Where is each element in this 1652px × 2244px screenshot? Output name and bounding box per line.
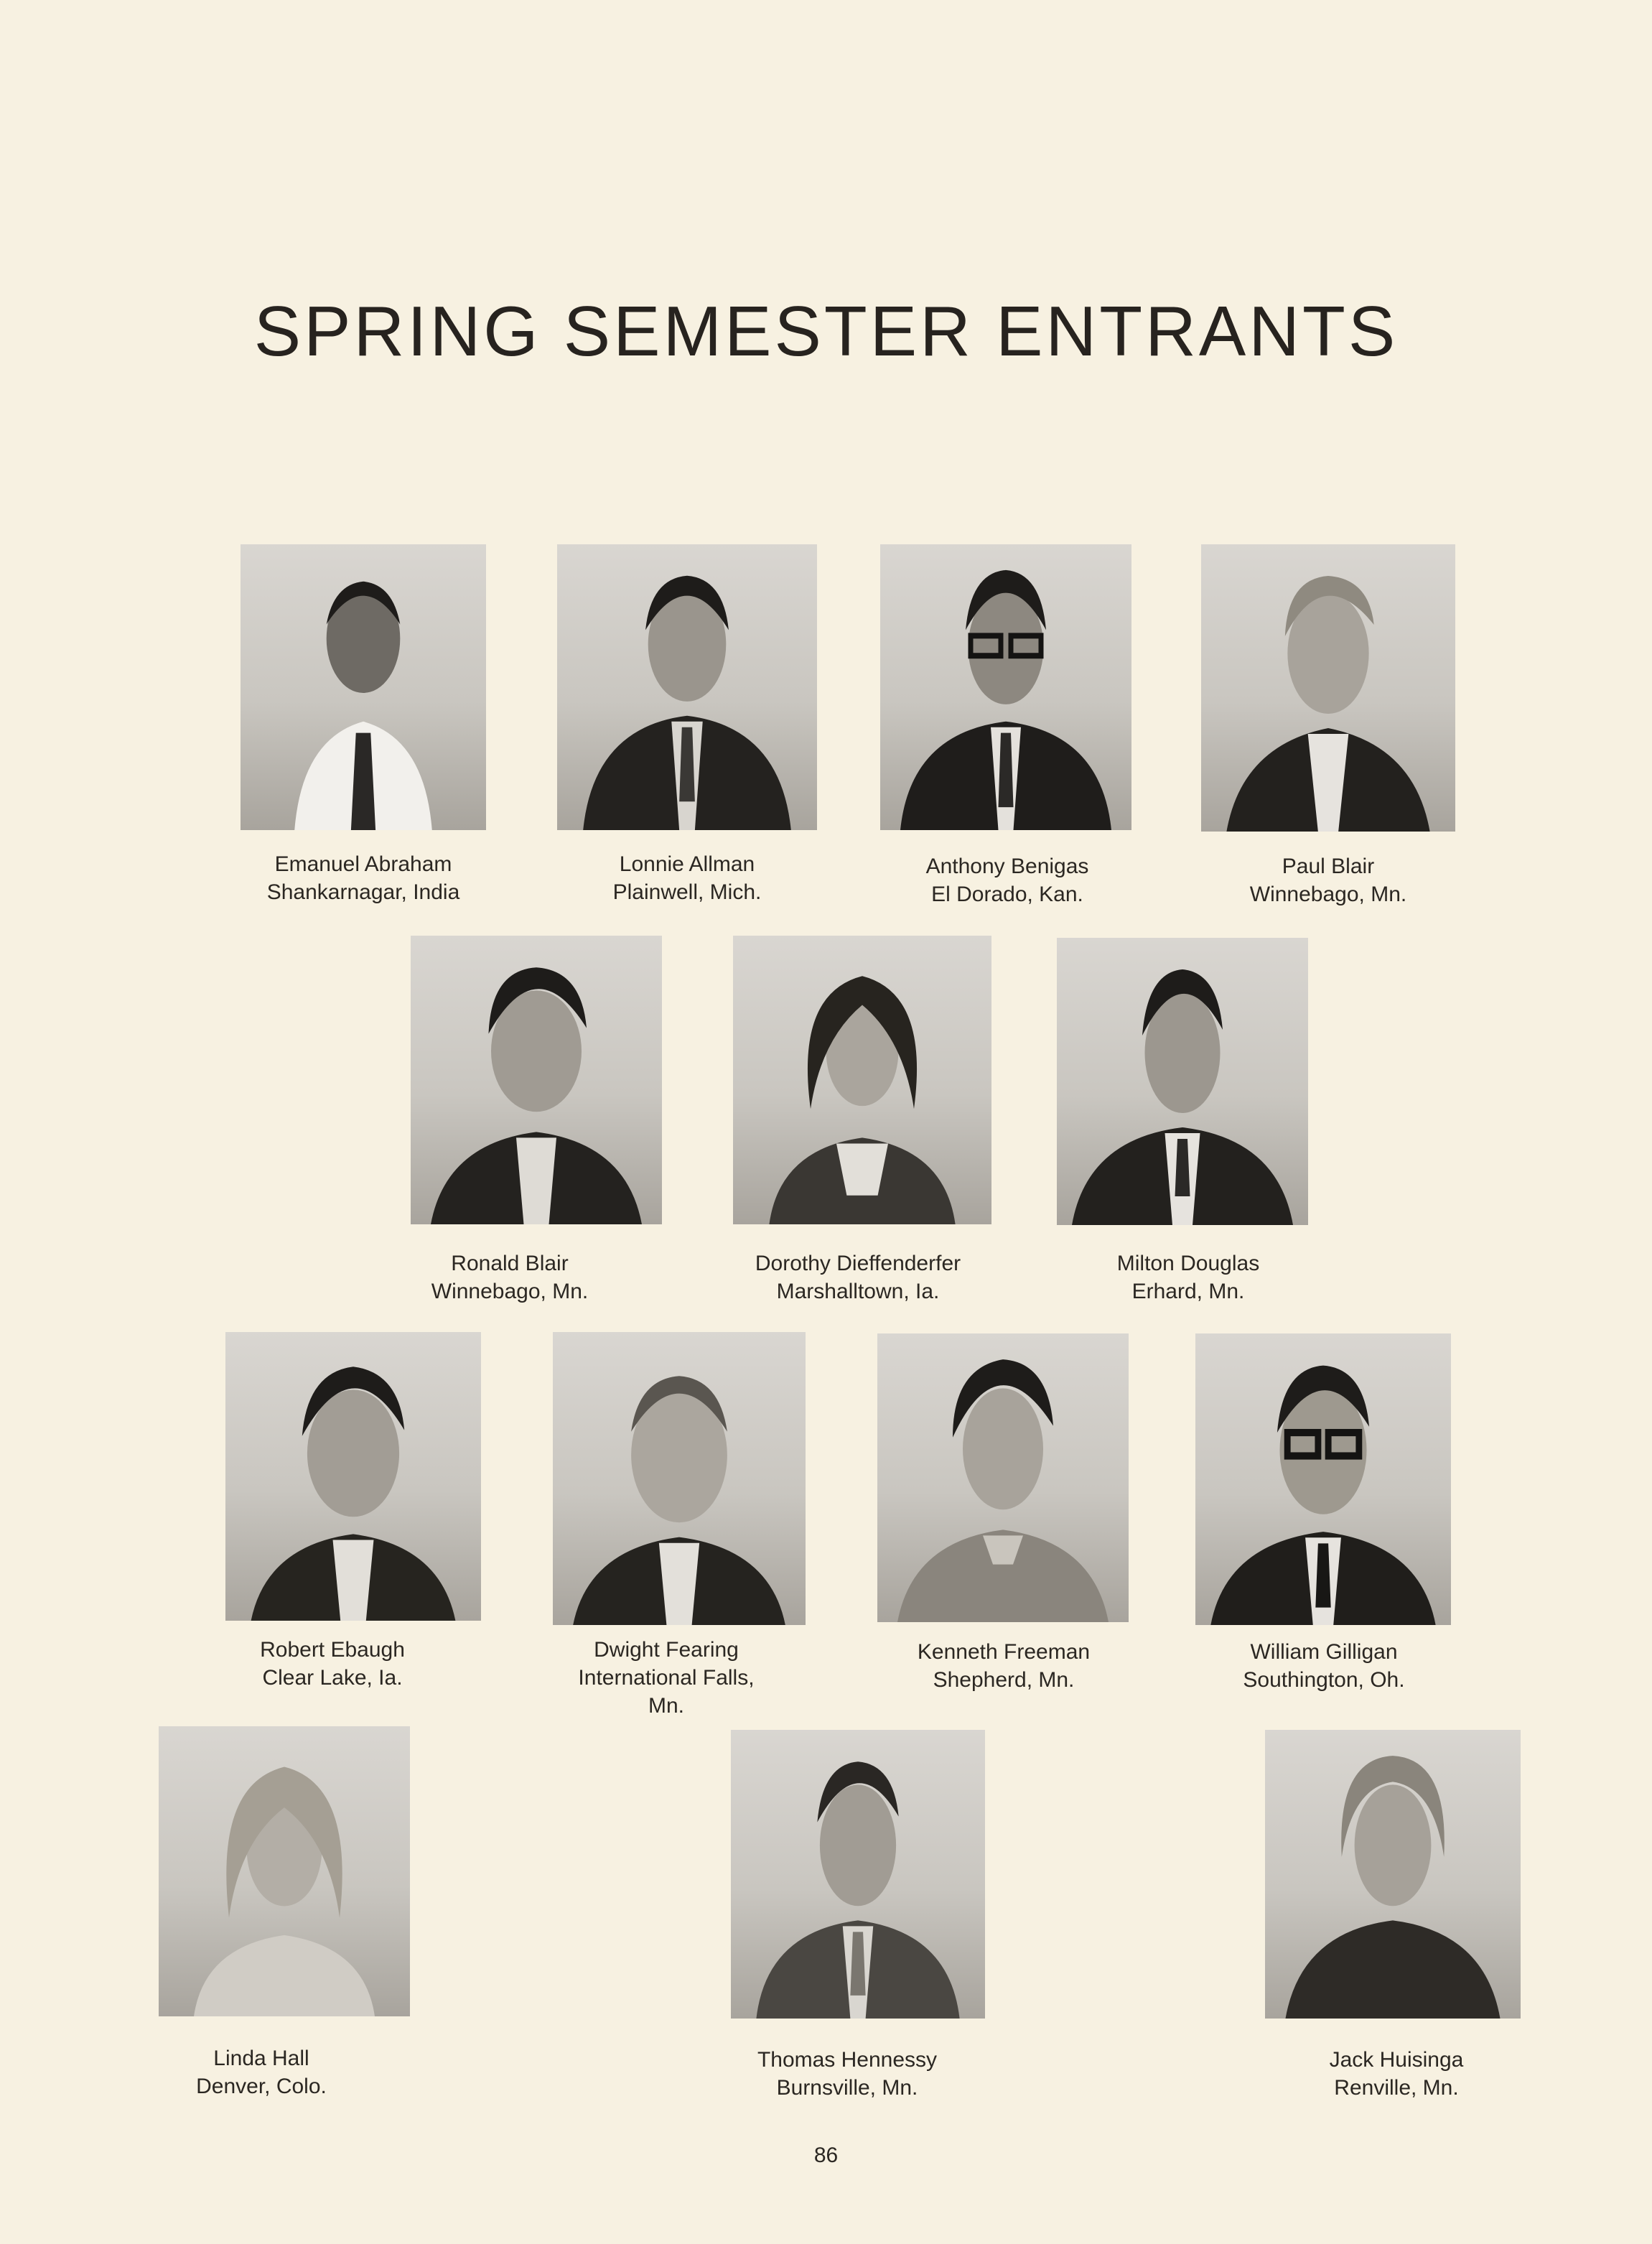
entrant-name: Robert Ebaugh — [260, 1638, 405, 1662]
entrant-caption — [842, 852, 1172, 908]
portrait-photo — [880, 544, 1131, 830]
entrant-name: William Gilligan — [1250, 1640, 1398, 1664]
portrait-photo — [1195, 1333, 1451, 1625]
entrant-name: Dwight Fearing — [594, 1638, 739, 1662]
portrait-photo — [1057, 938, 1308, 1225]
entrant-name: Anthony Benigas — [925, 855, 1089, 878]
entrant-hometown: Southington, Oh. — [1243, 1668, 1405, 1692]
portrait-photo — [553, 1332, 806, 1625]
entrant-caption — [167, 1636, 498, 1692]
portrait-photo — [225, 1332, 481, 1621]
portrait-photo — [411, 936, 662, 1224]
entrant-caption — [501, 1636, 831, 1720]
entrant-name: Thomas Hennessy — [757, 2048, 938, 2072]
entrant-caption — [1231, 2046, 1562, 2102]
portrait-photo — [557, 544, 817, 830]
portrait-photo — [1201, 544, 1455, 832]
portrait-photo — [159, 1726, 410, 2016]
entrant-name: Milton Douglas — [1116, 1252, 1260, 1275]
entrant-hometown: Shankarnagar, India — [266, 880, 460, 904]
entrant-caption — [198, 850, 528, 906]
entrant-hometown: Erhard, Mn. — [1131, 1280, 1245, 1303]
entrant-name: Jack Huisinga — [1329, 2048, 1464, 2072]
portrait-photo — [1265, 1730, 1521, 2019]
portrait-photo — [241, 544, 486, 830]
entrant-hometown: Shepherd, Mn. — [933, 1668, 1075, 1692]
entrant-caption — [682, 2046, 1012, 2102]
entrant-hometown: Burnsville, Mn. — [776, 2076, 918, 2100]
entrant-hometown: Plainwell, Mich. — [612, 880, 762, 904]
page-number: 86 — [813, 2143, 839, 2167]
entrant-hometown: Clear Lake, Ia. — [262, 1666, 403, 1690]
entrant-name: Linda Hall — [213, 2047, 309, 2070]
entrant-name: Emanuel Abraham — [274, 852, 452, 876]
page-title: SPRING SEMESTER ENTRANTS — [253, 292, 1399, 371]
entrant-caption — [839, 1638, 1169, 1694]
portrait-photo — [877, 1333, 1129, 1622]
portrait-photo — [731, 1730, 985, 2019]
entrant-caption — [693, 1249, 1023, 1305]
entrant-hometown: Winnebago, Mn. — [1249, 883, 1407, 906]
entrant-caption — [345, 1249, 675, 1305]
entrant-name: Dorothy Dieffenderfer — [755, 1252, 961, 1275]
entrant-caption — [522, 850, 852, 906]
entrant-name: Paul Blair — [1282, 855, 1375, 878]
entrant-hometown-continued: Mn. — [648, 1694, 684, 1718]
entrant-hometown: International Falls, — [578, 1666, 755, 1690]
entrant-hometown: Marshalltown, Ia. — [776, 1280, 940, 1303]
portrait-photo — [733, 936, 991, 1224]
entrant-caption — [1163, 852, 1493, 908]
entrant-hometown: Denver, Colo. — [196, 2075, 327, 2098]
entrant-hometown: Winnebago, Mn. — [431, 1280, 589, 1303]
entrant-caption — [1023, 1249, 1353, 1305]
entrant-name: Kenneth Freeman — [917, 1640, 1091, 1664]
entrant-caption — [1159, 1638, 1489, 1694]
entrant-caption — [96, 2044, 426, 2100]
entrant-hometown: El Dorado, Kan. — [931, 883, 1083, 906]
entrant-name: Lonnie Allman — [619, 852, 755, 876]
entrant-name: Ronald Blair — [451, 1252, 569, 1275]
entrant-hometown: Renville, Mn. — [1334, 2076, 1459, 2100]
